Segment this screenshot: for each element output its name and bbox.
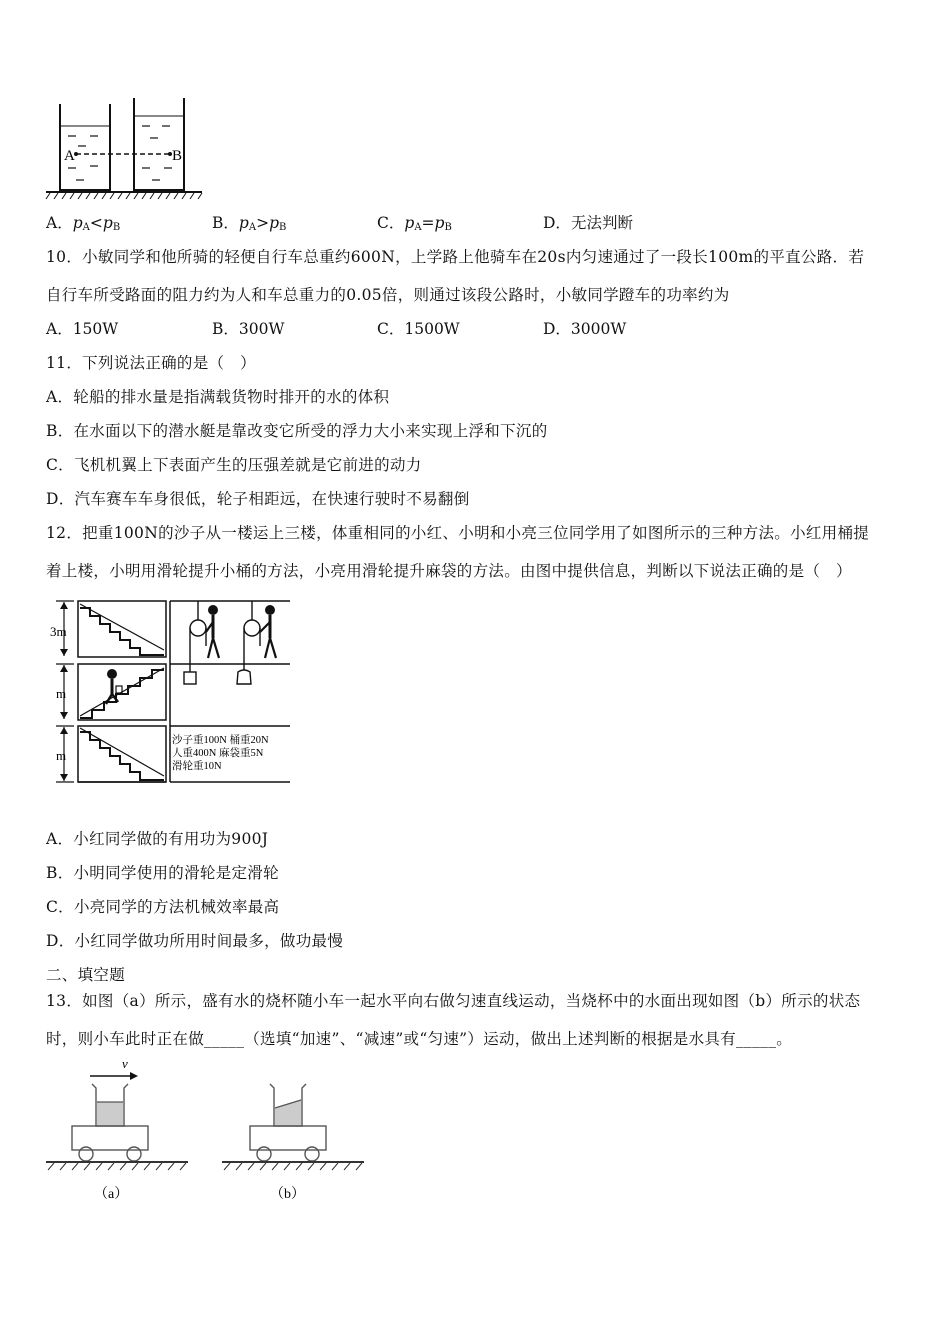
q11-option-b[interactable]: B．在水面以下的潜水艇是靠改变它所受的浮力大小来实现上浮和下沉的: [46, 422, 548, 440]
height-label-2: m: [56, 686, 67, 701]
q10-option-d[interactable]: D．3000W: [543, 320, 627, 338]
height-label-3: m: [56, 748, 67, 763]
q9-option-d[interactable]: D．无法判断: [543, 214, 633, 232]
q11-option-a[interactable]: A．轮船的排水量是指满载货物时排开的水的体积: [46, 388, 390, 406]
label-a: （a）: [94, 1187, 129, 1202]
q13-figure: [44, 1054, 366, 1204]
height-label-1: 3m: [50, 624, 67, 639]
q12-stem-line1: 12．把重100N的沙子从一楼运上三楼，体重相同的小红、小明和小亮三位同学用了如图所示的三种方法。小红用桶提: [46, 524, 870, 542]
info-line-1: 沙子重100N 桶重20N: [172, 735, 269, 746]
label-b: B: [172, 148, 183, 164]
q11-option-d[interactable]: D．汽车赛车车身很低，轮子相距远，在快速行驶时不易翻倒: [46, 490, 470, 508]
q12-option-d[interactable]: D．小红同学做功所用时间最多，做功最慢: [46, 932, 344, 950]
q11-stem: 11．下列说法正确的是（ ）: [46, 354, 256, 372]
q12-stem-line2: 着上楼，小明用滑轮提升小桶的方法，小亮用滑轮提升麻袋的方法。由图中提供信息，判断以下说法正确的是（ ）: [46, 562, 852, 580]
q13-stem-line2: 时，则小车此时正在做_____（选填“加速”、“减速”或“匀速”）运动，做出上述判断的根据是水具有_____。: [46, 1030, 793, 1048]
info-line-2: 人重400N 麻袋重5N: [172, 748, 264, 759]
q12-figure: [48, 598, 300, 786]
q9-option-a[interactable]: A．$p_A<p_B$: [46, 214, 121, 233]
q11-option-c[interactable]: C．飞机机翼上下表面产生的压强差就是它前进的动力: [46, 456, 422, 474]
q10-stem-line2: 自行车所受路面的阻力约为人和车总重力的0.05倍，则通过该段公路时，小敏同学蹬车的功率约为: [46, 286, 730, 304]
label-a: A: [64, 148, 75, 164]
q13-stem-line1: 13．如图（a）所示，盛有水的烧杯随小车一起水平向右做匀速直线运动，当烧杯中的水面出现如图（b）所示的状态: [46, 992, 861, 1010]
q9-figure: [44, 96, 204, 200]
q10-stem-line1: 10．小敏同学和他所骑的轻便自行车总重约600N，上学路上他骑车在20s内匀速通过了一段长100m的平直公路．若: [46, 248, 865, 266]
info-line-3: 滑轮重10N: [172, 761, 222, 772]
label-b: （b）: [270, 1187, 305, 1202]
section-heading: 二、填空题: [46, 966, 126, 984]
q10-option-a[interactable]: A．150W: [46, 320, 119, 338]
velocity-label: v: [122, 1056, 128, 1071]
q10-option-b[interactable]: B．300W: [212, 320, 285, 338]
q10-option-c[interactable]: C．1500W: [377, 320, 460, 338]
q12-option-c[interactable]: C．小亮同学的方法机械效率最高: [46, 898, 280, 916]
q12-option-b[interactable]: B．小明同学使用的滑轮是定滑轮: [46, 864, 279, 882]
q9-option-b[interactable]: B．$p_A>p_B$: [212, 214, 287, 233]
q9-option-c[interactable]: C．$p_A=p_B$: [377, 214, 452, 233]
q12-option-a[interactable]: A．小红同学做的有用功为900J: [46, 830, 269, 848]
